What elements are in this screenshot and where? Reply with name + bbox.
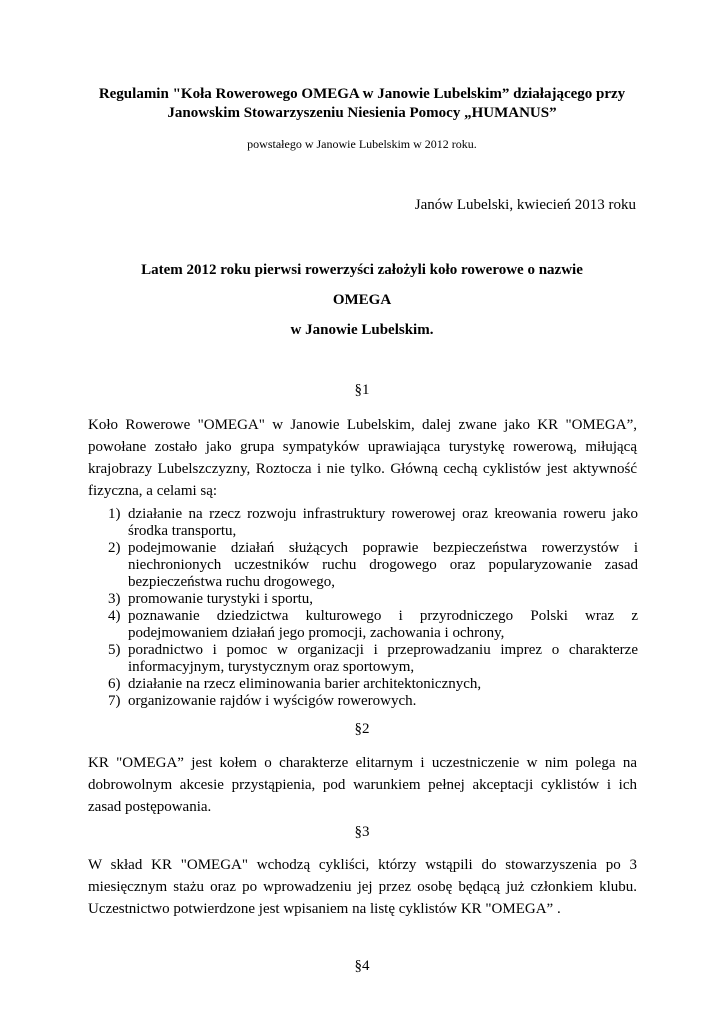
list-item-text: poznawanie dziedzictwa kulturowego i przyrodniczego Polski wraz z podejmowaniem działań jego promocji, zachowania i ochrony, bbox=[128, 608, 638, 641]
list-item bbox=[108, 608, 638, 642]
section-1-paragraph: Koło Rowerowe "OMEGA" w Janowie Lubelskim, dalej zwane jako KR "OMEGA”, powołane zostało jako grupa sympatyków uprawiająca turystykę rowerową, miłującą krajobrazy Lubelszczyzny, Roztocza i nie tylko. Główną cechą cyklistów jest aktywność fizyczna, a celami są: bbox=[88, 417, 637, 499]
title-line-1: Regulamin "Koła Rowerowego OMEGA w Janowie Lubelskim” działającego przy bbox=[98, 86, 626, 102]
list-item bbox=[108, 642, 638, 676]
title-line-2: Janowskim Stowarzyszeniu Niesienia Pomocy „HUMANUS” bbox=[167, 105, 557, 121]
intro-line-2: OMEGA bbox=[332, 292, 392, 308]
section-3-paragraph: W skład KR "OMEGA" wchodzą cykliści, którzy wstąpili do stowarzyszenia po 3 miesięcznym stażu oraz po wprowadzeniu jej przez osobę będącą już członkiem klubu. Uczestnictwo potwierdzone jest wpisaniem na listę cyklistów KR "OMEGA” . bbox=[88, 857, 637, 917]
list-item bbox=[108, 591, 638, 608]
section-mark-2: §2 bbox=[354, 721, 370, 737]
list-item-text: działanie na rzecz eliminowania barier architektonicznych, bbox=[128, 676, 482, 692]
list-item-number: 6) bbox=[108, 676, 121, 692]
place-date: Janów Lubelski, kwiecień 2013 roku bbox=[414, 197, 636, 213]
list-item bbox=[108, 676, 638, 693]
list-item-number: 3) bbox=[108, 591, 121, 607]
document-title bbox=[60, 85, 664, 123]
section-mark-1: §1 bbox=[354, 382, 370, 398]
list-item-number: 7) bbox=[108, 693, 121, 709]
section-2-paragraph: KR "OMEGA” jest kołem o charakterze elitarnym i uczestniczenie w nim polega na dobrowolnym akcesie przystąpienia, pod warunkiem pełnej akceptacji cyklistów i ich zasad postępowania. bbox=[88, 755, 637, 815]
list-item-text: poradnictwo i pomoc w organizacji i przeprowadzaniu imprez o charakterze informacyjnym, turystycznym oraz sportowym, bbox=[128, 642, 638, 675]
list-item-text: działanie na rzecz rozwoju infrastruktury rowerowej oraz kreowania roweru jako środka transportu, bbox=[128, 506, 638, 539]
section-mark-3: §3 bbox=[354, 824, 370, 840]
list-item-number: 4) bbox=[108, 608, 121, 624]
intro-line-3: w Janowie Lubelskim. bbox=[290, 322, 434, 338]
list-item bbox=[108, 693, 638, 710]
goals-list bbox=[108, 506, 638, 710]
list-item-number: 5) bbox=[108, 642, 121, 658]
intro-line-1: Latem 2012 roku pierwsi rowerzyści założyli koło rowerowe o nazwie bbox=[141, 262, 583, 278]
list-item-text: promowanie turystyki i sportu, bbox=[128, 591, 313, 607]
list-item bbox=[108, 506, 638, 540]
list-item bbox=[108, 540, 638, 591]
section-mark-4: §4 bbox=[354, 958, 370, 974]
list-item-text: podejmowanie działań służących poprawie bezpieczeństwa rowerzystów i niechronionych uczestników ruchu drogowego oraz popularyzowanie zasad bezpieczeństwa ruchu drogowego, bbox=[128, 540, 638, 590]
document-subtitle: powstałego w Janowie Lubelskim w 2012 roku. bbox=[247, 137, 477, 151]
list-item-number: 1) bbox=[108, 506, 121, 522]
list-item-number: 2) bbox=[108, 540, 121, 556]
list-item-text: organizowanie rajdów i wyścigów rowerowych. bbox=[128, 693, 417, 709]
